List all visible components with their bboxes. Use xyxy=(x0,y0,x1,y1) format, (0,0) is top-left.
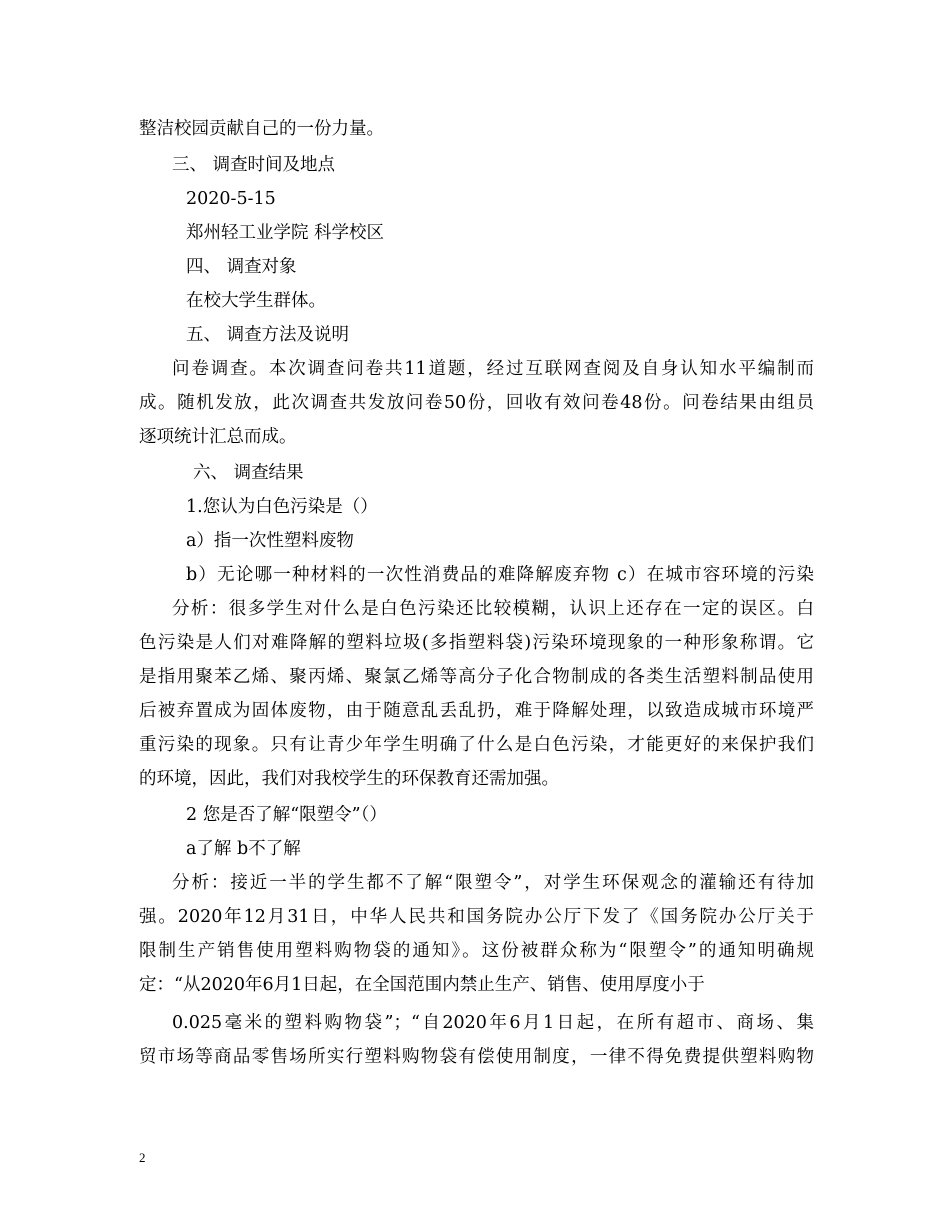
analysis-1-line: 重污染的现象。只有让青少年学生明确了什么是白色污染，才能更好的来保护我们 xyxy=(139,735,814,755)
analysis-2-line: 分析：接近一半的学生都不了解“限塑令”，对学生环保观念的灌输还有待加 xyxy=(172,873,814,893)
section-heading-time-location: 三、 调查时间及地点 xyxy=(172,155,336,175)
analysis-2-line: 贸市场等商品零售场所实行塑料购物袋有偿使用制度，一律不得免费提供塑料购物 xyxy=(139,1047,814,1067)
question-1-options-b-c: b）无论哪一种材料的一次性消费品的难降解废弃物 c）在城市容环境的污染 xyxy=(186,565,814,585)
section-heading-method: 五、 调查方法及说明 xyxy=(186,325,350,345)
method-paragraph-line: 问卷调查。本次调查问卷共11道题，经过互联网查阅及自身认知水平编制而 xyxy=(172,359,814,379)
analysis-1-line: 分析：很多学生对什么是白色污染还比较模糊，认识上还存在一定的误区。白 xyxy=(172,599,814,619)
analysis-1-line: 的环境，因此，我们对我校学生的环保教育还需加强。 xyxy=(139,769,559,789)
survey-location: 郑州轻工业学院 科学校区 xyxy=(186,223,385,243)
analysis-2-line: 强。2020年12月31日，中华人民共和国务院办公厅下发了《国务院办公厅关于 xyxy=(139,907,814,927)
question-2-options: a了解 b不了解 xyxy=(186,839,301,859)
method-paragraph-line: 逐项统计汇总而成。 xyxy=(139,427,297,447)
question-1: 1.您认为白色污染是（） xyxy=(186,497,378,517)
method-paragraph-line: 成。随机发放，此次调查共发放问卷50份，回收有效问卷48份。问卷结果由组员 xyxy=(139,393,814,413)
text-line: 整洁校园贡献自己的一份力量。 xyxy=(139,119,384,139)
survey-date: 2020-5-15 xyxy=(186,189,276,209)
analysis-1-line: 后被弃置成为固体废物，由于随意乱丢乱扔，难于降解处理，以致造成城市环境严 xyxy=(139,701,814,721)
question-2: 2 您是否了解“限塑令”（） xyxy=(186,805,387,825)
analysis-1-line: 是指用聚苯乙烯、聚丙烯、聚氯乙烯等高分子化合物制成的各类生活塑料制品使用 xyxy=(139,667,814,687)
analysis-1-line: 色污染是人们对难降解的塑料垃圾(多指塑料袋)污染环境现象的一种形象称谓。它 xyxy=(139,633,814,653)
analysis-2-line: 0.025毫米的塑料购物袋”；“自2020年6月1日起，在所有超市、商场、集 xyxy=(172,1013,814,1033)
section-heading-subjects: 四、 调查对象 xyxy=(186,257,297,277)
question-1-option-a: a）指一次性塑料废物 xyxy=(186,531,354,551)
analysis-2-line: 限制生产销售使用塑料购物袋的通知》。这份被群众称为“限塑令”的通知明确规 xyxy=(139,941,814,961)
section-heading-results: 六、 调查结果 xyxy=(193,463,304,483)
page-number: 2 xyxy=(139,1150,146,1165)
survey-subjects: 在校大学生群体。 xyxy=(186,291,326,311)
analysis-2-line: 定：“从2020年6月1日起，在全国范围内禁止生产、销售、使用厚度小于 xyxy=(139,975,705,995)
